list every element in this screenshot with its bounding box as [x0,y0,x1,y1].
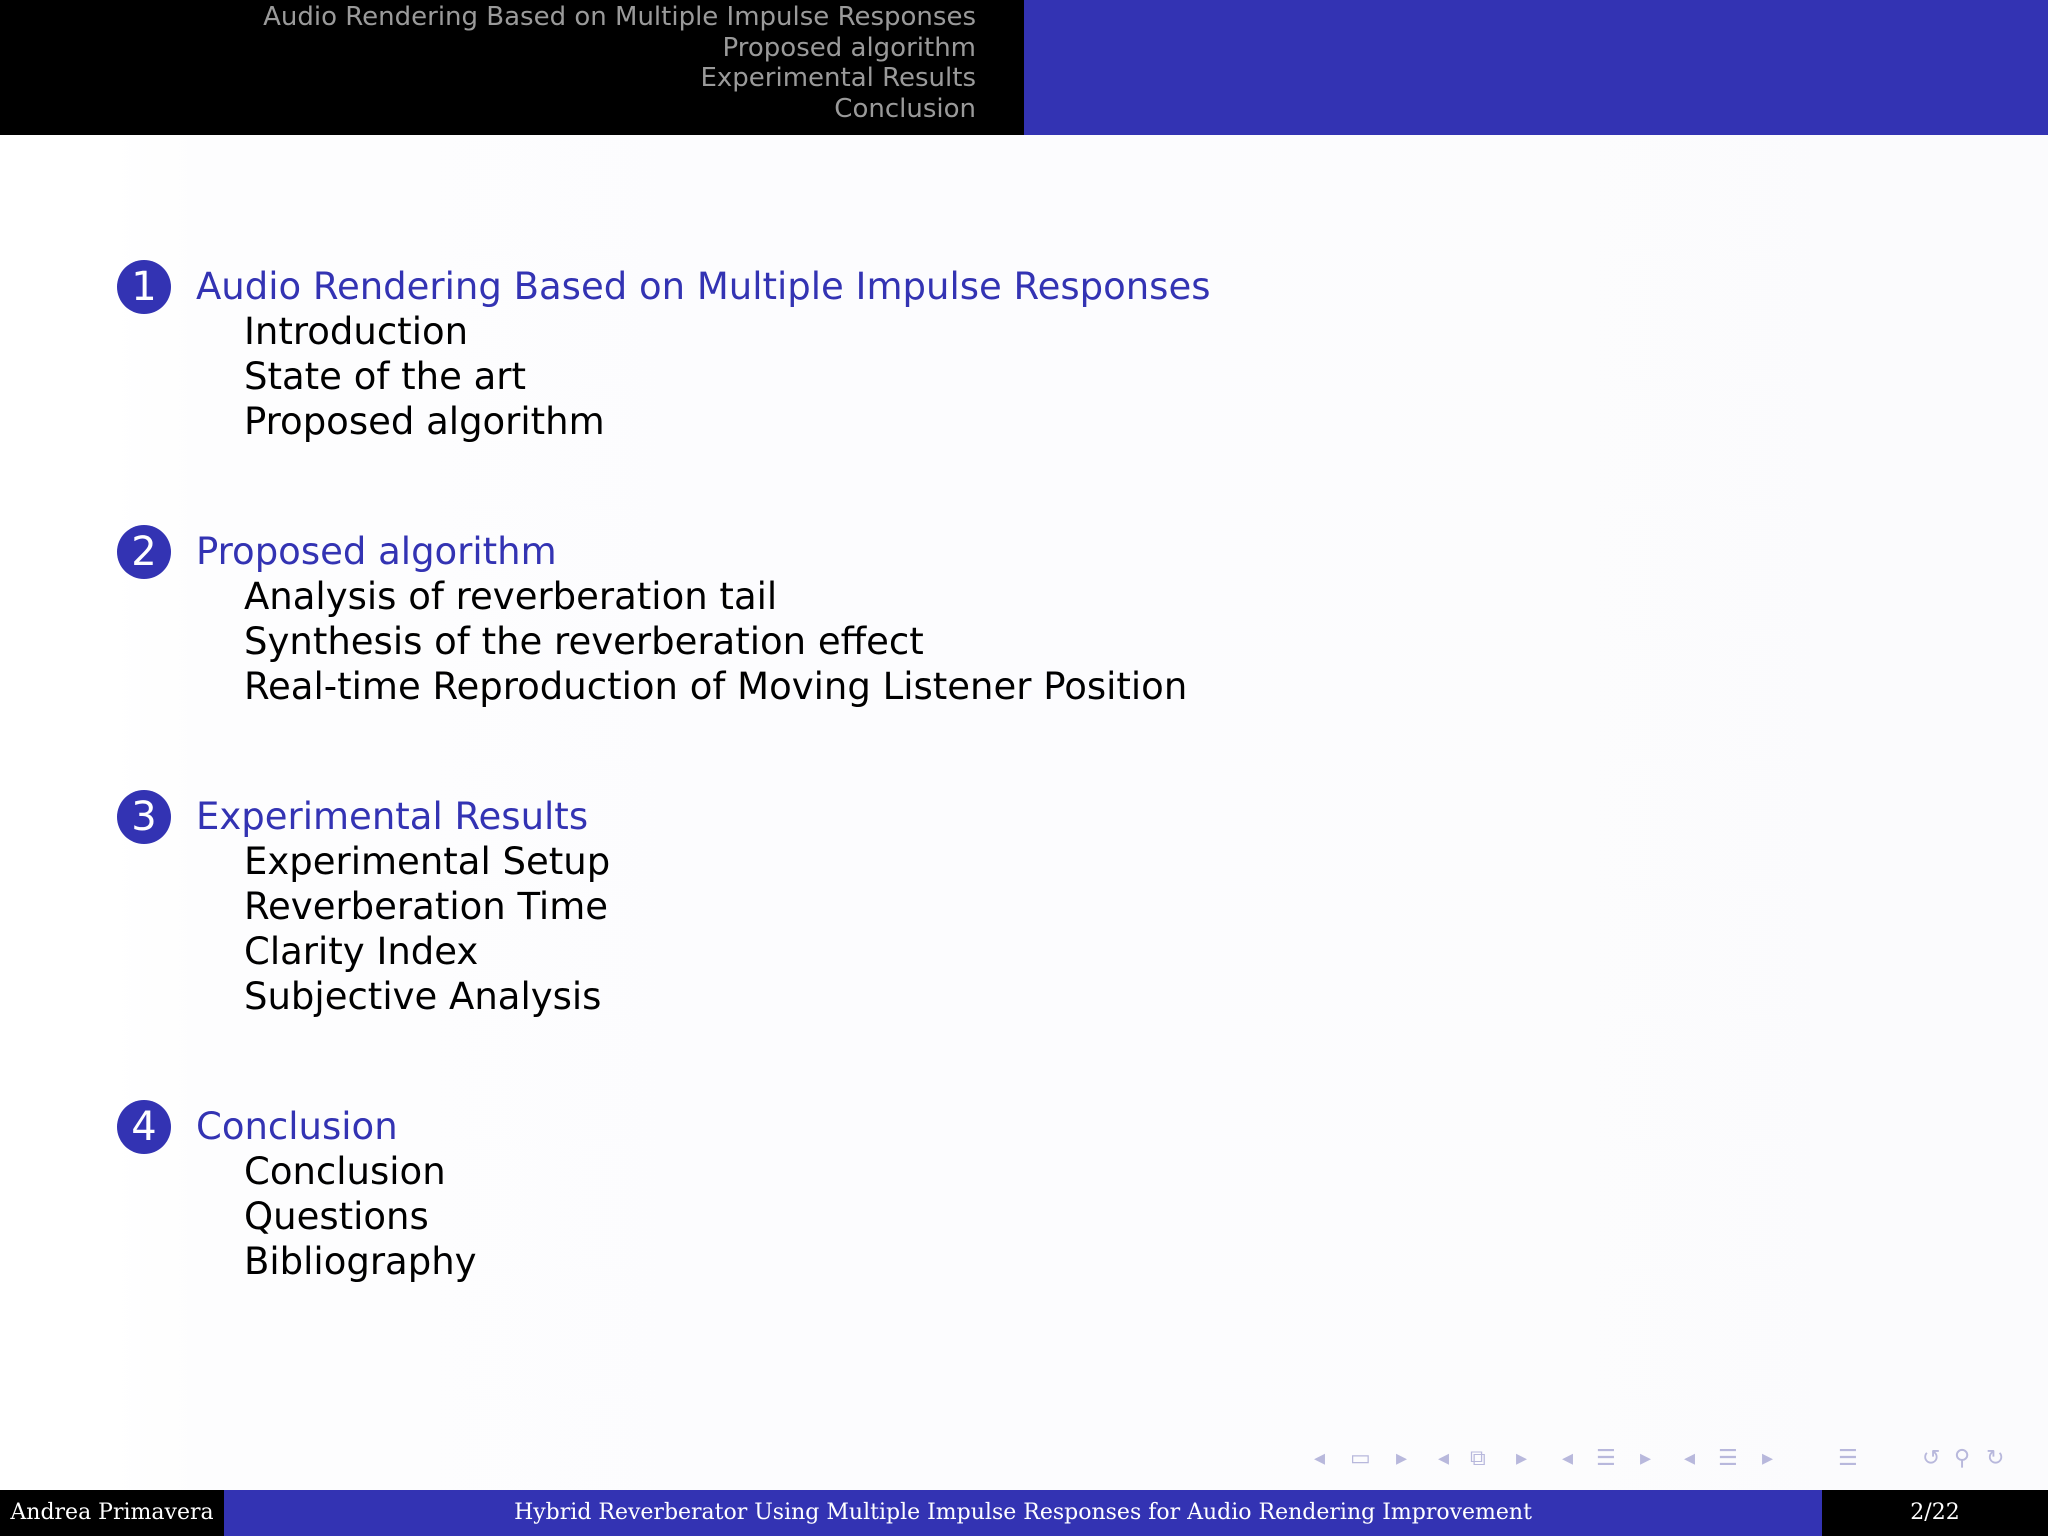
toc-subsection[interactable]: Conclusion [244,1150,446,1193]
slide-header [0,0,2048,135]
arrow-left-icon[interactable]: ◂ [1314,1446,1326,1471]
toc-subsection[interactable]: Questions [244,1195,429,1238]
header-nav-section-4[interactable]: Conclusion [834,93,976,124]
redo-icon[interactable]: ↻ [1986,1446,2005,1471]
section-number-badge: 3 [117,790,171,844]
section-number-badge: 1 [117,260,171,314]
toc-subsection[interactable]: Real-time Reproduction of Moving Listener Position [244,665,1188,708]
toc-subsection[interactable]: Analysis of reverberation tail [244,575,778,618]
arrow-left-icon[interactable]: ◂ [1684,1446,1696,1471]
arrow-right-icon[interactable]: ▸ [1516,1446,1528,1471]
section-icon[interactable]: ☰ [1596,1446,1616,1471]
toc-section-title[interactable]: Audio Rendering Based on Multiple Impulse Responses [196,265,1211,308]
footer-author: Andrea Primavera [0,1490,224,1536]
frame-icon[interactable]: ▭ [1350,1446,1371,1471]
slide-footer [0,1490,2048,1536]
toc-icon[interactable]: ☰ [1838,1446,1858,1471]
slide-body [0,135,2048,1490]
arrow-left-icon[interactable]: ◂ [1562,1446,1574,1471]
toc-subsection[interactable]: Clarity Index [244,930,479,973]
arrow-right-icon[interactable]: ▸ [1396,1446,1408,1471]
arrow-right-icon[interactable]: ▸ [1640,1446,1652,1471]
toc-section-title[interactable]: Experimental Results [196,795,589,838]
toc-subsection[interactable]: Subjective Analysis [244,975,602,1018]
toc-subsection[interactable]: State of the art [244,355,526,398]
search-icon[interactable]: ⚲ [1954,1446,1971,1471]
header-nav-section-3[interactable]: Experimental Results [700,63,976,93]
toc-subsection[interactable]: Bibliography [244,1240,477,1283]
toc-subsection[interactable]: Experimental Setup [244,840,611,883]
header-nav-section-2[interactable]: Proposed algorithm [722,32,976,63]
toc-section-title[interactable]: Conclusion [196,1105,398,1148]
section-number-badge: 4 [117,1100,171,1154]
arrow-right-icon[interactable]: ▸ [1762,1446,1774,1471]
section-number-badge: 2 [117,525,171,579]
undo-icon[interactable]: ↺ [1922,1446,1941,1471]
beamer-navigation-bar [1300,1444,2040,1474]
footer-title: Hybrid Reverberator Using Multiple Impulse Responses for Audio Rendering Improvement [224,1490,1822,1536]
page-number: 2/22 [1822,1490,2048,1536]
toc-subsection[interactable]: Proposed algorithm [244,400,605,443]
toc-section-title[interactable]: Proposed algorithm [196,530,557,573]
toc-subsection[interactable]: Reverberation Time [244,885,609,928]
toc-subsection[interactable]: Synthesis of the reverberation effect [244,620,924,663]
subsection-icon[interactable]: ⧉ [1470,1446,1486,1471]
document-icon[interactable]: ☰ [1718,1446,1738,1471]
toc-subsection[interactable]: Introduction [244,310,469,353]
header-nav-section-1[interactable]: Audio Rendering Based on Multiple Impulse Responses [263,2,976,32]
header-section-nav [263,2,976,124]
arrow-left-icon[interactable]: ◂ [1438,1446,1450,1471]
header-right-panel [1024,0,2048,135]
